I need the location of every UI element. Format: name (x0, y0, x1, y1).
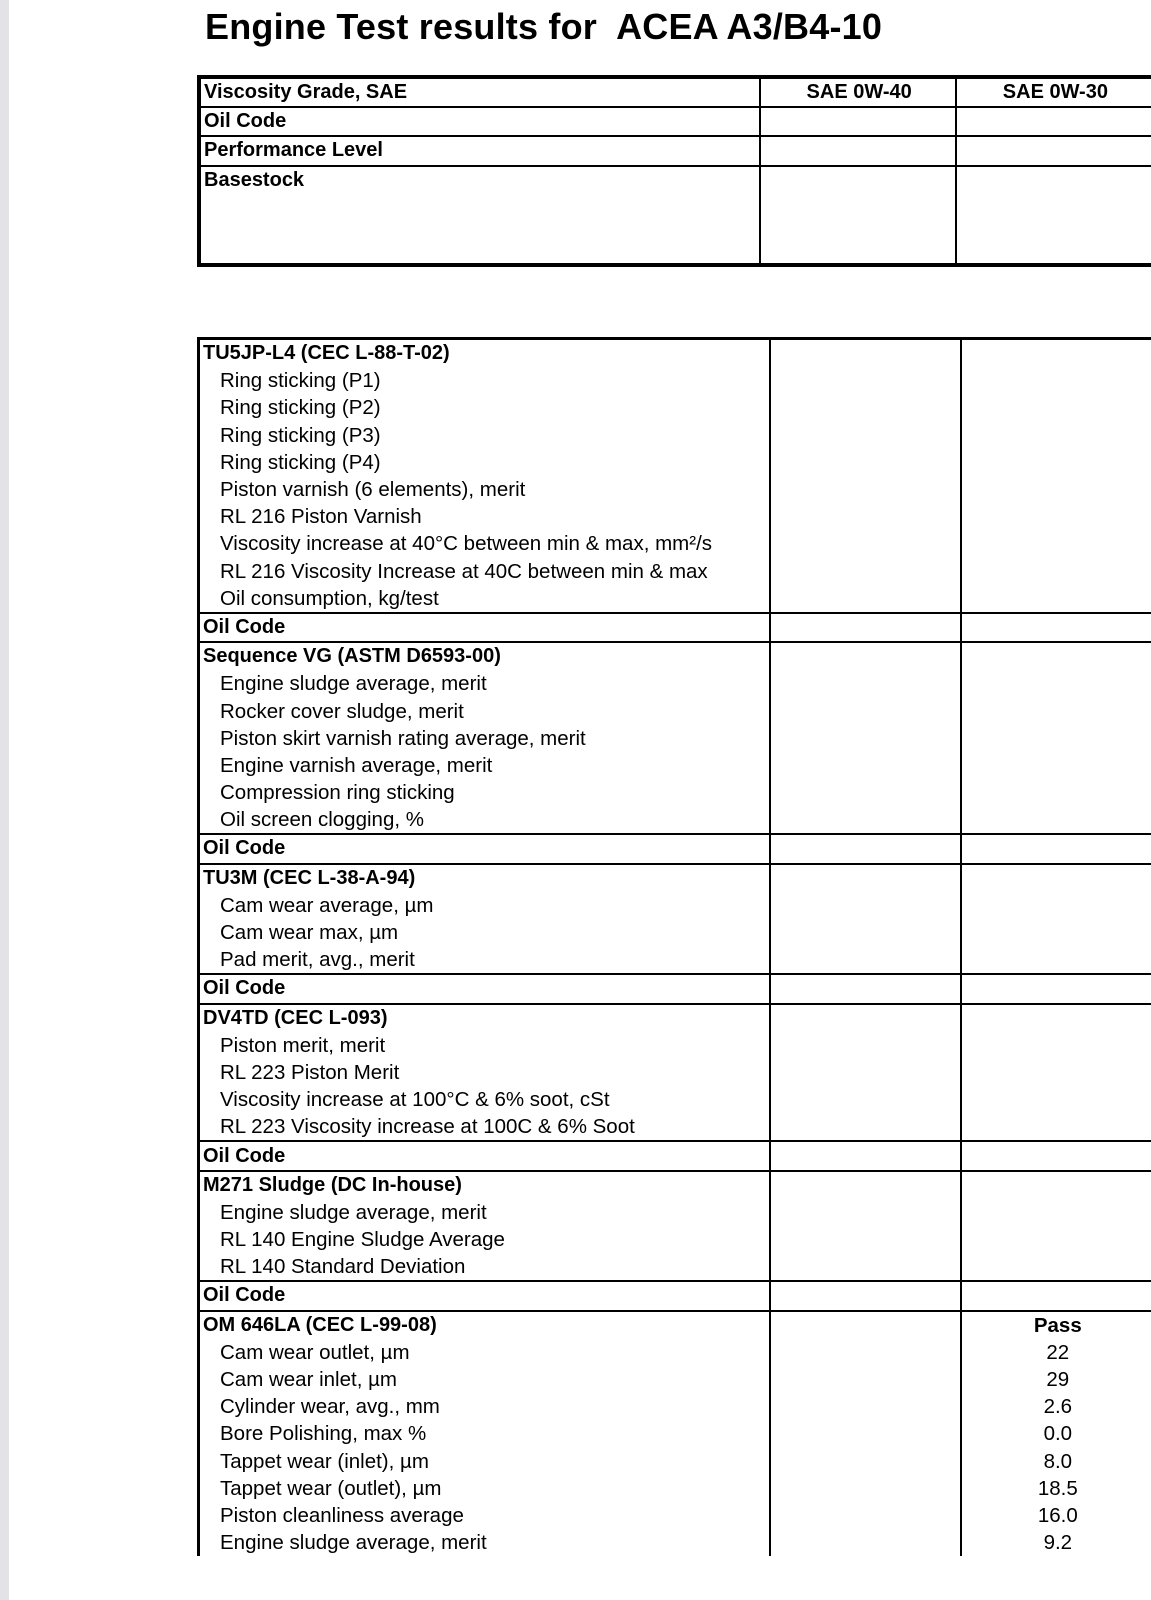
sae-0w-40-value (770, 1253, 960, 1281)
sae-0w-40-value (770, 585, 960, 613)
row-label: DV4TD (CEC L-093) (199, 1004, 771, 1032)
sae-0w-30-value (961, 449, 1151, 476)
test-result-row (199, 697, 1151, 724)
info-row (199, 107, 1151, 136)
test-result-row (199, 1529, 1151, 1556)
row-label: Cam wear max, µm (220, 921, 399, 945)
sae-0w-30-value (961, 864, 1151, 892)
row-label: Ring sticking (P2) (220, 396, 381, 420)
sae-0w-30-value (956, 136, 1151, 165)
test-result-row (199, 1475, 1151, 1502)
row-label: Basestock (199, 166, 760, 265)
sae-0w-30-value (961, 1171, 1151, 1199)
test-header-row (199, 1311, 1151, 1339)
row-label: Oil Code (199, 974, 771, 1003)
sae-0w-30-value (961, 892, 1151, 919)
sae-0w-30-value: 8.0 (961, 1448, 1151, 1475)
test-result-row (199, 394, 1151, 421)
sae-0w-40-value (770, 530, 960, 557)
test-result-row (199, 1086, 1151, 1113)
test-result-row (199, 725, 1151, 752)
sae-0w-30-value (961, 642, 1151, 670)
test-header-row (199, 1281, 1151, 1310)
engine-tests-table (197, 337, 1151, 1556)
row-label: Cylinder wear, avg., mm (220, 1395, 440, 1419)
row-label: Piston varnish (6 elements), merit (220, 478, 526, 502)
sae-0w-40-value (770, 892, 960, 919)
sae-0w-40-value (770, 974, 960, 1003)
test-result-row (199, 449, 1151, 476)
test-result-row (199, 1226, 1151, 1253)
sae-0w-30-value: 9.2 (961, 1529, 1151, 1556)
sae-0w-30-value (961, 530, 1151, 557)
test-result-row (199, 1448, 1151, 1475)
test-header-row (199, 1141, 1151, 1170)
test-result-row (199, 476, 1151, 503)
row-label: Ring sticking (P3) (220, 423, 381, 447)
test-result-row (199, 670, 1151, 697)
row-label: Viscosity Grade, SAE (204, 81, 408, 104)
test-header-row (199, 642, 1151, 670)
sae-0w-30-value: 0.0 (961, 1420, 1151, 1447)
sae-0w-30-value (961, 946, 1151, 974)
sae-0w-30-value (961, 779, 1151, 806)
test-result-row (199, 1113, 1151, 1141)
sae-0w-30-value (961, 394, 1151, 421)
row-label: Piston cleanliness average (220, 1503, 464, 1527)
sae-0w-40-value (770, 1199, 960, 1226)
row-label: Engine varnish average, merit (220, 753, 493, 777)
test-header-row (199, 974, 1151, 1003)
sae-0w-30-value (961, 1032, 1151, 1059)
sae-0w-30-value (961, 1253, 1151, 1281)
test-result-row (199, 919, 1151, 946)
sae-0w-40-value (770, 1366, 960, 1393)
test-result-row (199, 367, 1151, 394)
sae-0w-40-value (760, 107, 956, 136)
row-label: Ring sticking (P1) (220, 369, 381, 393)
sae-0w-40-value (770, 339, 960, 368)
row-label: Oil Code (199, 107, 760, 136)
row-label: Sequence VG (ASTM D6593-00) (199, 642, 771, 670)
row-label: Cam wear average, µm (220, 893, 434, 917)
sae-0w-30-value (961, 1113, 1151, 1141)
sae-0w-30-value (961, 697, 1151, 724)
row-label: RL 216 Piston Varnish (220, 505, 422, 529)
test-result-row (199, 585, 1151, 613)
sae-0w-40-value (770, 1141, 960, 1170)
row-label: Viscosity increase at 100°C & 6% soot, cSt (220, 1088, 610, 1112)
row-label: Cam wear inlet, µm (220, 1368, 397, 1392)
row-label: Performance Level (199, 136, 760, 165)
sae-0w-30-value (961, 670, 1151, 697)
sae-0w-40-value (770, 642, 960, 670)
test-header-row (199, 339, 1151, 368)
sae-0w-30-value (961, 476, 1151, 503)
row-label: Ring sticking (P4) (220, 450, 381, 474)
sae-0w-40-value (770, 1281, 960, 1310)
sae-0w-30-value (961, 585, 1151, 613)
sae-0w-30-value (956, 107, 1151, 136)
sae-0w-30-value (961, 1059, 1151, 1086)
test-result-row (199, 1339, 1151, 1366)
row-label: Rocker cover sludge, merit (220, 699, 464, 723)
test-result-row (199, 558, 1151, 585)
sae-0w-40-value (770, 449, 960, 476)
info-row (199, 136, 1151, 165)
sae-0w-30-value (961, 339, 1151, 368)
sae-0w-30-value (961, 725, 1151, 752)
test-header-row (199, 864, 1151, 892)
row-label: Oil Code (199, 613, 771, 642)
sae-0w-40-value (770, 946, 960, 974)
sae-0w-30-value: 2.6 (961, 1393, 1151, 1420)
sae-0w-30-value (961, 752, 1151, 779)
sae-0w-40-value: SAE 0W-40 (760, 77, 956, 107)
sae-0w-40-value (770, 1502, 960, 1529)
sae-0w-40-value (770, 834, 960, 863)
row-label: RL 140 Standard Deviation (220, 1255, 466, 1279)
row-label: M271 Sludge (DC In-house) (199, 1171, 771, 1199)
test-result-row (199, 946, 1151, 974)
row-label: RL 140 Engine Sludge Average (220, 1228, 505, 1252)
sae-0w-30-value (961, 1281, 1151, 1310)
test-result-row (199, 1199, 1151, 1226)
sae-0w-40-value (770, 725, 960, 752)
page-edge (0, 0, 9, 1600)
sae-0w-30-value (961, 1141, 1151, 1170)
sae-0w-40-value (770, 367, 960, 394)
sae-0w-40-value (770, 1339, 960, 1366)
sae-0w-40-value (770, 1086, 960, 1113)
sae-0w-40-value (770, 1448, 960, 1475)
sae-0w-40-value (770, 670, 960, 697)
test-result-row (199, 806, 1151, 834)
sae-0w-40-value (770, 1420, 960, 1447)
test-header-row (199, 1171, 1151, 1199)
row-label: Piston merit, merit (220, 1033, 386, 1057)
row-label: Engine sludge average, merit (220, 1200, 487, 1224)
sae-0w-40-value (770, 1393, 960, 1420)
row-label: Bore Polishing, max % (220, 1422, 427, 1446)
sae-0w-40-value (770, 422, 960, 449)
sae-0w-30-value (961, 1086, 1151, 1113)
test-result-row (199, 503, 1151, 530)
sae-0w-40-value (770, 1475, 960, 1502)
oil-info-table (197, 75, 1151, 267)
sae-0w-30-value: 29 (961, 1366, 1151, 1393)
sae-0w-30-value (961, 422, 1151, 449)
row-label: RL 223 Piston Merit (220, 1060, 400, 1084)
sae-0w-40-value (770, 1059, 960, 1086)
sae-0w-30-value (961, 1199, 1151, 1226)
sae-0w-40-value (760, 136, 956, 165)
test-result-row (199, 530, 1151, 557)
sae-0w-40-value (770, 1171, 960, 1199)
row-label: Viscosity increase at 40°C between min & max, mm²/s (220, 532, 713, 556)
info-row (199, 166, 1151, 265)
test-header-row (199, 1004, 1151, 1032)
sae-0w-30-value (961, 613, 1151, 642)
sae-0w-30-value (961, 1226, 1151, 1253)
sae-0w-30-value: 18.5 (961, 1475, 1151, 1502)
row-label: Oil screen clogging, % (220, 808, 424, 832)
test-result-row (199, 1393, 1151, 1420)
sae-0w-40-value (770, 697, 960, 724)
row-label: Oil Code (199, 834, 771, 863)
sae-0w-30-value (961, 974, 1151, 1003)
sae-0w-30-value: Pass (961, 1311, 1151, 1339)
row-label: Oil Code (199, 1281, 771, 1310)
sae-0w-30-value: SAE 0W-30 (956, 77, 1151, 107)
row-label: Pad merit, avg., merit (220, 948, 415, 972)
sae-0w-40-value (770, 1032, 960, 1059)
row-label: TU3M (CEC L-38-A-94) (199, 864, 771, 892)
sae-0w-40-value (770, 1226, 960, 1253)
row-label: OM 646LA (CEC L-99-08) (199, 1311, 771, 1339)
sae-0w-30-value (956, 166, 1151, 265)
test-result-row (199, 779, 1151, 806)
test-result-row (199, 892, 1151, 919)
test-result-row (199, 1059, 1151, 1086)
sae-0w-30-value (961, 367, 1151, 394)
test-result-row (199, 752, 1151, 779)
sae-0w-30-value: 16.0 (961, 1502, 1151, 1529)
sae-0w-40-value (770, 1311, 960, 1339)
sae-0w-40-value (770, 1004, 960, 1032)
sae-0w-40-value (770, 394, 960, 421)
sae-0w-40-value (770, 558, 960, 585)
sae-0w-40-value (770, 476, 960, 503)
test-header-row (199, 613, 1151, 642)
sae-0w-30-value (961, 806, 1151, 834)
test-result-row (199, 422, 1151, 449)
sae-0w-30-value (961, 503, 1151, 530)
test-result-row (199, 1253, 1151, 1281)
sae-0w-30-value (961, 834, 1151, 863)
row-label: RL 223 Viscosity increase at 100C & 6% Soot (220, 1115, 635, 1139)
sae-0w-40-value (770, 864, 960, 892)
sae-0w-40-value (770, 1113, 960, 1141)
test-result-row (199, 1366, 1151, 1393)
sae-0w-40-value (760, 166, 956, 265)
row-label: Compression ring sticking (220, 781, 455, 805)
sae-0w-40-value (770, 779, 960, 806)
row-label: Oil consumption, kg/test (220, 586, 439, 610)
info-row (199, 77, 1151, 107)
test-header-row (199, 834, 1151, 863)
sae-0w-40-value (770, 919, 960, 946)
sae-0w-30-value: 22 (961, 1339, 1151, 1366)
row-label: RL 216 Viscosity Increase at 40C between min & max (220, 559, 708, 583)
test-result-row (199, 1420, 1151, 1447)
row-label: Engine sludge average, merit (220, 672, 487, 696)
row-label: Oil Code (199, 1141, 771, 1170)
sae-0w-40-value (770, 806, 960, 834)
test-result-row (199, 1032, 1151, 1059)
sae-0w-30-value (961, 558, 1151, 585)
row-label: Tappet wear (outlet), µm (220, 1476, 442, 1500)
document-title: Engine Test results for ACEA A3/B4-10 (205, 6, 883, 47)
sae-0w-40-value (770, 503, 960, 530)
row-label: Piston skirt varnish rating average, merit (220, 726, 586, 750)
sae-0w-30-value (961, 1004, 1151, 1032)
row-label: Engine sludge average, merit (220, 1531, 487, 1555)
sae-0w-40-value (770, 1529, 960, 1556)
sae-0w-30-value (961, 919, 1151, 946)
row-label: Tappet wear (inlet), µm (220, 1449, 429, 1473)
row-label: Cam wear outlet, µm (220, 1340, 410, 1364)
test-result-row (199, 1502, 1151, 1529)
sae-0w-40-value (770, 752, 960, 779)
sae-0w-40-value (770, 613, 960, 642)
row-label: TU5JP-L4 (CEC L-88-T-02) (203, 342, 450, 365)
